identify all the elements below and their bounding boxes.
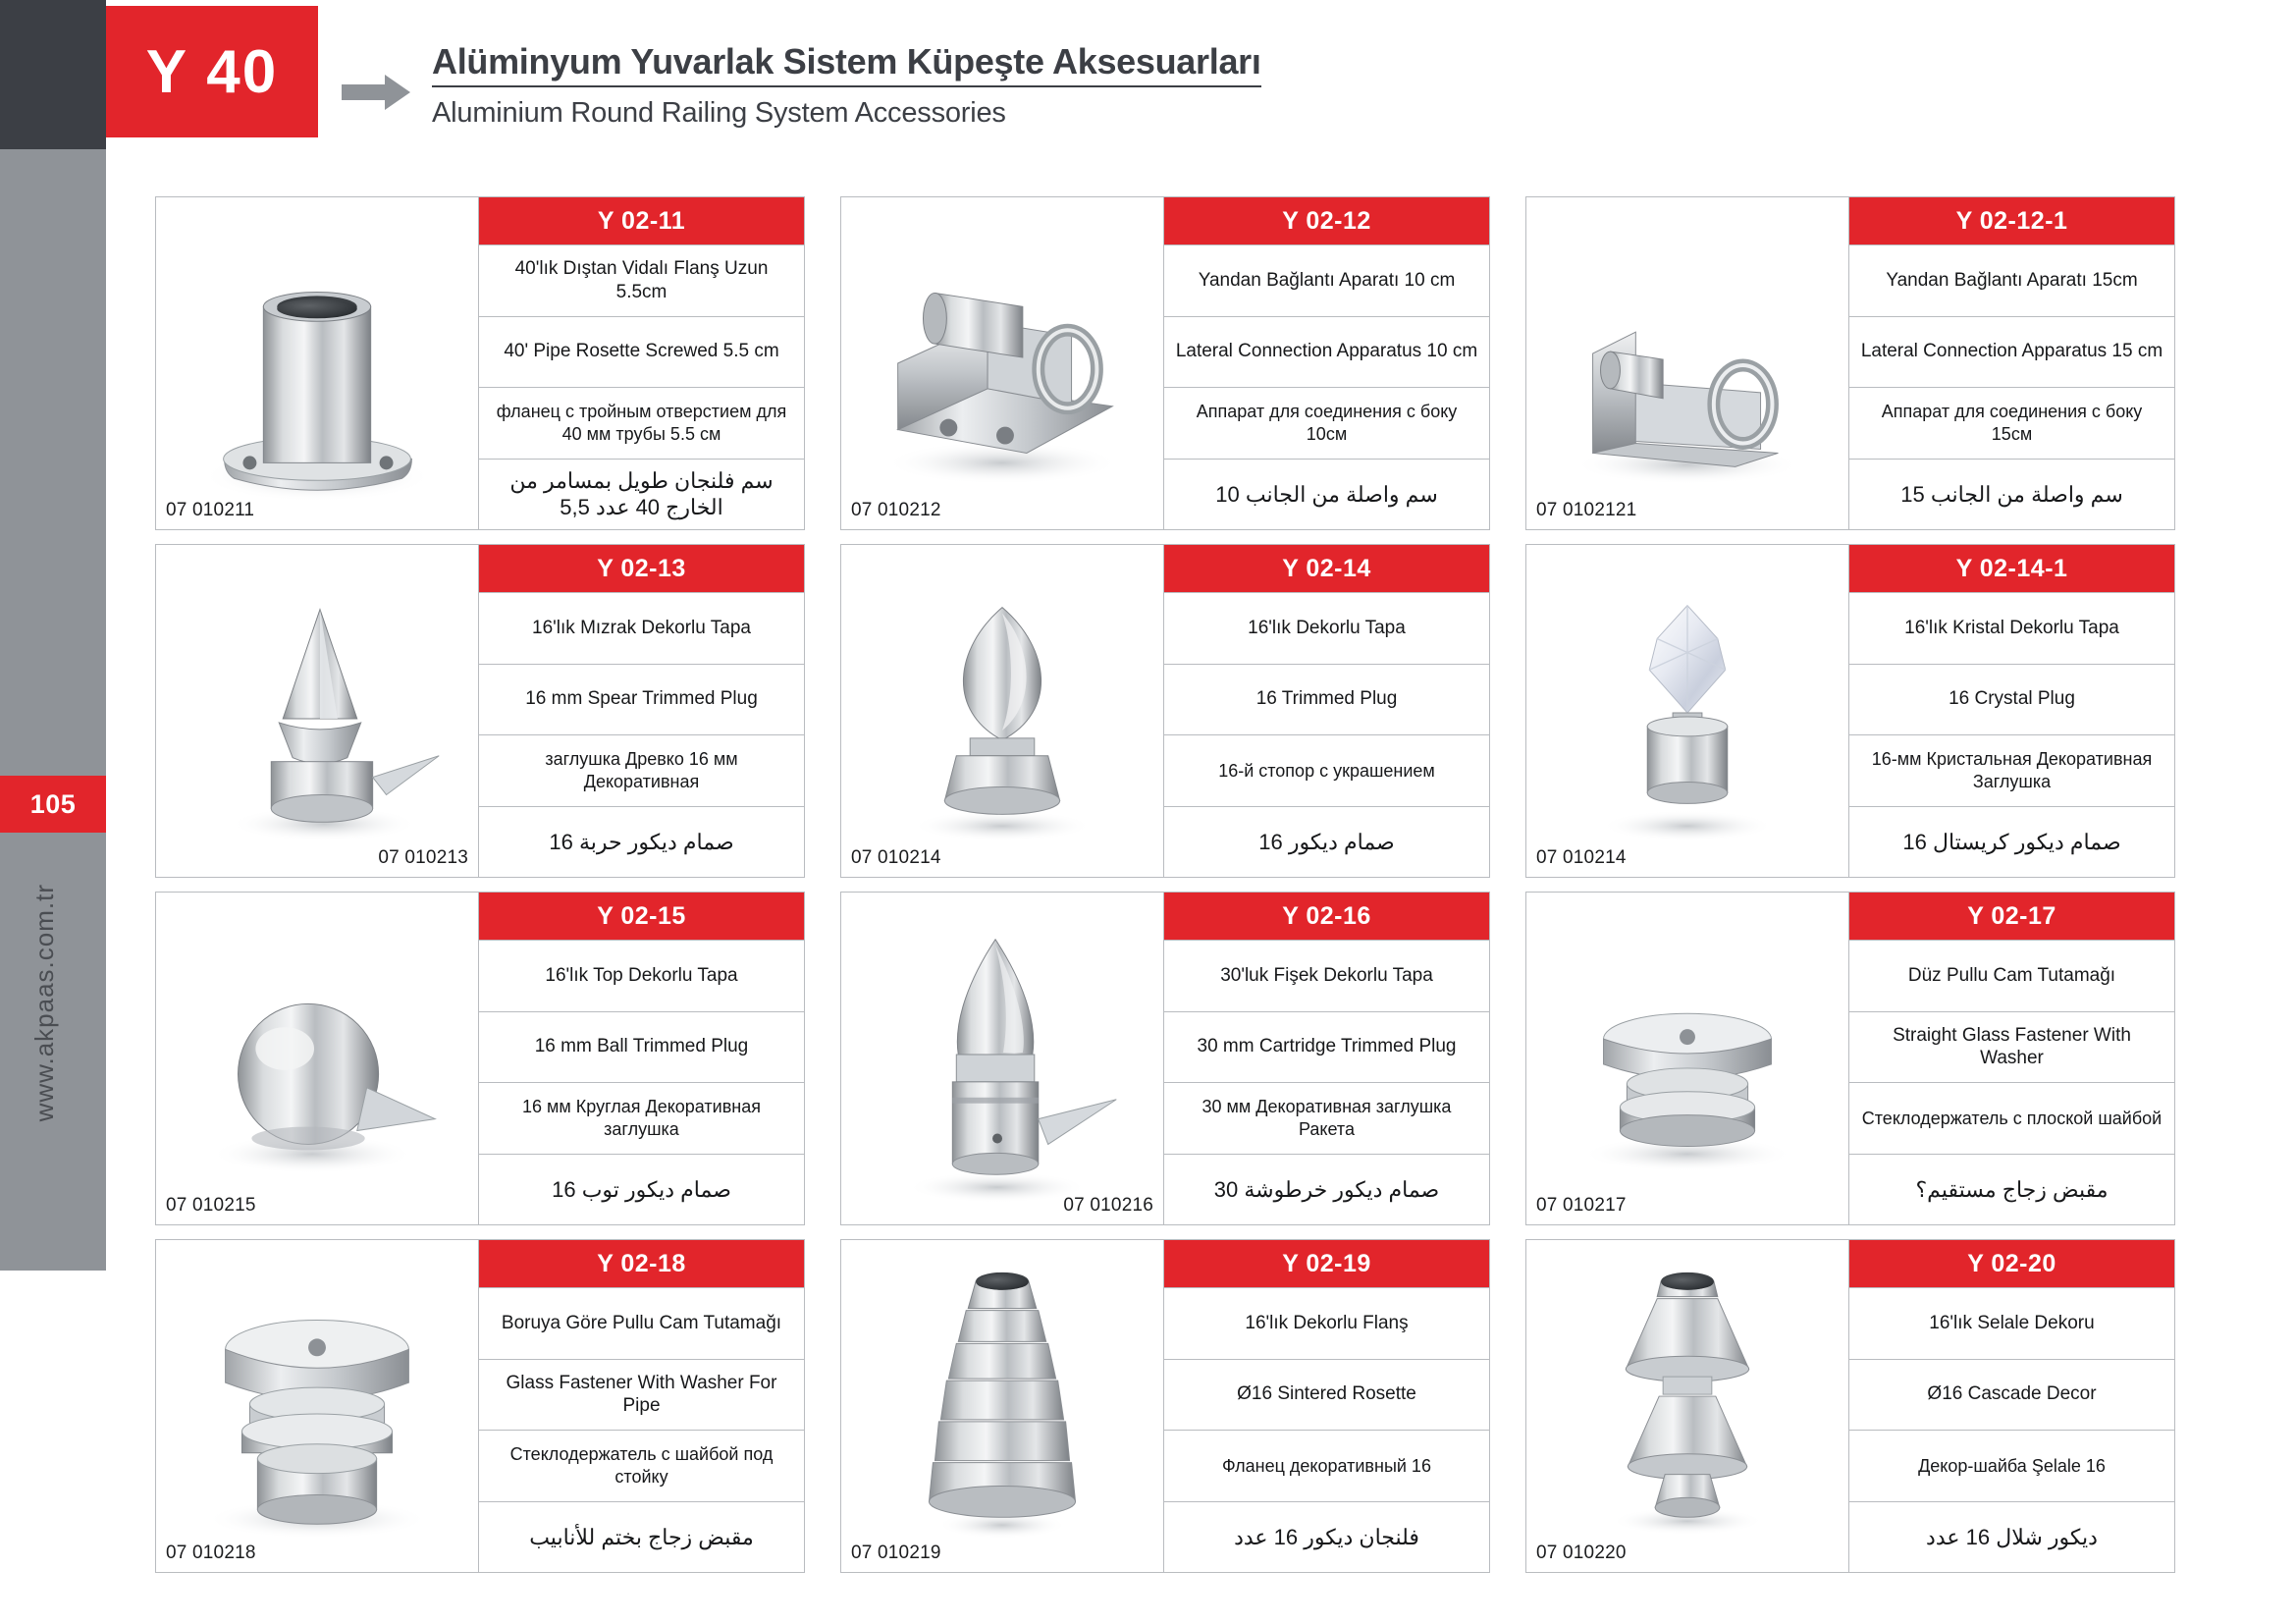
- product-spec-table: [1164, 892, 1490, 1225]
- product-spec-table: [1164, 1239, 1490, 1573]
- lateral-bracket-long-illustration: [1526, 197, 1848, 529]
- product-card: [840, 1239, 1490, 1573]
- product-name-ru: фланец с тройным отверстием для 40 мм трубы 5.5 см: [479, 387, 804, 459]
- product-card: [1525, 892, 2175, 1225]
- product-spec-table: [479, 196, 805, 530]
- product-card: [1525, 1239, 2175, 1573]
- product-image: [1525, 196, 1849, 530]
- product-code: Y 02-12-1: [1849, 197, 2174, 244]
- product-image: [840, 892, 1164, 1225]
- product-name-en: 30 mm Cartridge Trimmed Plug: [1164, 1011, 1489, 1083]
- product-part-number: 07 010215: [166, 1195, 256, 1216]
- product-name-tr: Yandan Bağlantı Aparatı 15cm: [1849, 244, 2174, 316]
- product-part-number: 07 010212: [851, 500, 941, 520]
- product-grid: [155, 196, 2177, 1573]
- product-name-tr: 16'lık Kristal Dekorlu Tapa: [1849, 592, 2174, 664]
- product-code: Y 02-14: [1164, 545, 1489, 592]
- product-card: [1525, 196, 2175, 530]
- product-part-number: 07 010218: [166, 1543, 256, 1563]
- product-image: [1525, 544, 1849, 878]
- product-image: [840, 196, 1164, 530]
- product-name-ar: فلنجان ديكور 16 عدد: [1164, 1501, 1489, 1573]
- product-name-tr: 16'lık Top Dekorlu Tapa: [479, 940, 804, 1011]
- cascade-decor-illustration: [1526, 1240, 1848, 1572]
- product-name-en: 16 mm Ball Trimmed Plug: [479, 1011, 804, 1083]
- egg-plug-illustration: [841, 545, 1163, 877]
- product-name-ar: سم واصلة من الجانب 10: [1164, 459, 1489, 530]
- product-spec-table: [1849, 892, 2175, 1225]
- product-card: [840, 892, 1490, 1225]
- product-card: [155, 196, 805, 530]
- product-name-ar: صمام ديكور 16: [1164, 806, 1489, 878]
- product-spec-table: [1164, 196, 1490, 530]
- header-titles: [432, 41, 1708, 130]
- product-code: Y 02-20: [1849, 1240, 2174, 1287]
- spine-white-block: [0, 1271, 106, 1624]
- lateral-bracket-illustration: [841, 197, 1163, 529]
- product-spec-table: [479, 1239, 805, 1573]
- product-code: Y 02-13: [479, 545, 804, 592]
- product-name-ru: 30 мм Декоративная заглушка Ракета: [1164, 1082, 1489, 1154]
- product-image: [840, 544, 1164, 878]
- product-spec-table: [479, 892, 805, 1225]
- product-image: [1525, 892, 1849, 1225]
- product-name-ru: Аппарат для соединения с боку 15см: [1849, 387, 2174, 459]
- product-name-ru: заглушка Древко 16 мм Декоративная: [479, 734, 804, 806]
- product-code: Y 02-11: [479, 197, 804, 244]
- product-image: [1525, 1239, 1849, 1573]
- product-part-number: 07 010211: [166, 500, 255, 520]
- product-spec-table: [1849, 196, 2175, 530]
- ribbed-rosette-illustration: [841, 1240, 1163, 1572]
- page-number: 105: [0, 776, 106, 833]
- product-image: [840, 1239, 1164, 1573]
- product-part-number: 07 010214: [1536, 847, 1627, 868]
- product-card: [155, 1239, 805, 1573]
- cartridge-plug-illustration: [841, 893, 1163, 1224]
- product-part-number: 07 0102121: [1536, 500, 1637, 520]
- product-name-ru: 16-мм Кристальная Декоративная Заглушка: [1849, 734, 2174, 806]
- product-name-ru: Фланец декоративный 16: [1164, 1430, 1489, 1501]
- product-name-en: Lateral Connection Apparatus 15 cm: [1849, 316, 2174, 388]
- product-part-number: 07 010219: [851, 1543, 941, 1563]
- product-name-tr: Boruya Göre Pullu Cam Tutamağı: [479, 1287, 804, 1359]
- product-code: Y 02-18: [479, 1240, 804, 1287]
- product-name-ar: صمام ديكور كريستال 16: [1849, 806, 2174, 878]
- spine-dark-block: [0, 0, 106, 149]
- product-name-ru: 16 мм Круглая Декоративная заглушка: [479, 1082, 804, 1154]
- product-part-number: 07 010220: [1536, 1543, 1627, 1563]
- crystal-plug-illustration: [1526, 545, 1848, 877]
- product-code: Y 02-14-1: [1849, 545, 2174, 592]
- product-part-number: 07 010217: [1536, 1195, 1627, 1216]
- product-spec-table: [1164, 544, 1490, 878]
- product-part-number: 07 010213: [378, 847, 468, 868]
- product-name-ar: سم واصلة من الجانب 15: [1849, 459, 2174, 530]
- product-name-tr: 16'lık Selale Dekoru: [1849, 1287, 2174, 1359]
- product-spec-table: [479, 544, 805, 878]
- product-name-tr: Düz Pullu Cam Tutamağı: [1849, 940, 2174, 1011]
- product-name-ru: Стеклодержатель с шайбой под стойку: [479, 1430, 804, 1501]
- product-name-tr: Yandan Bağlantı Aparatı 10 cm: [1164, 244, 1489, 316]
- product-card: [155, 544, 805, 878]
- product-part-number: 07 010214: [851, 847, 941, 868]
- series-code-badge: Y 40: [106, 6, 318, 137]
- page-title: Alüminyum Yuvarlak Sistem Küpeşte Aksesuarları: [432, 41, 1261, 87]
- product-name-ar: صمام ديكور حربة 16: [479, 806, 804, 878]
- product-part-number: 07 010216: [1063, 1195, 1153, 1216]
- product-code: Y 02-15: [479, 893, 804, 940]
- product-name-ar: ديكور شلال 16 عدد: [1849, 1501, 2174, 1573]
- product-image: [155, 544, 479, 878]
- product-name-en: 16 mm Spear Trimmed Plug: [479, 664, 804, 735]
- product-name-ru: Аппарат для соединения с боку 10см: [1164, 387, 1489, 459]
- product-name-ar: مقبض زجاج بختم للأنابيب: [479, 1501, 804, 1573]
- product-spec-table: [1849, 1239, 2175, 1573]
- product-name-ar: مقبض زجاج مستقيم؟: [1849, 1154, 2174, 1225]
- product-code: Y 02-16: [1164, 893, 1489, 940]
- product-name-tr: 40'lık Dıştan Vidalı Flanş Uzun 5.5cm: [479, 244, 804, 316]
- product-name-tr: 30'luk Fişek Dekorlu Tapa: [1164, 940, 1489, 1011]
- product-name-en: 16 Trimmed Plug: [1164, 664, 1489, 735]
- product-card: [840, 544, 1490, 878]
- product-image: [155, 196, 479, 530]
- page-subtitle: Aluminium Round Railing System Accessories: [432, 97, 1006, 129]
- product-name-tr: 16'lık Dekorlu Tapa: [1164, 592, 1489, 664]
- product-card: [1525, 544, 2175, 878]
- glass-fastener-pipe-illustration: [156, 1240, 478, 1572]
- product-name-ar: صمام ديكور توب 16: [479, 1154, 804, 1225]
- product-name-ru: Декор-шайба Şelale 16: [1849, 1430, 2174, 1501]
- product-image: [155, 892, 479, 1225]
- product-name-ar: سم فلنجان طويل بمسامر من الخارج 40 عدد 5,5: [479, 459, 804, 530]
- glass-fastener-illustration: [1526, 893, 1848, 1224]
- product-name-ar: صمام ديكور خرطوشة 30: [1164, 1154, 1489, 1225]
- product-code: Y 02-12: [1164, 197, 1489, 244]
- arrow-right-icon: [342, 71, 412, 114]
- ball-plug-illustration: [156, 893, 478, 1224]
- product-name-tr: 16'lık Mızrak Dekorlu Tapa: [479, 592, 804, 664]
- product-name-en: Ø16 Cascade Decor: [1849, 1359, 2174, 1431]
- product-image: [155, 1239, 479, 1573]
- product-name-tr: 16'lık Dekorlu Flanş: [1164, 1287, 1489, 1359]
- product-name-en: Straight Glass Fastener With Washer: [1849, 1011, 2174, 1083]
- website-url: www.akpaas.com.tr: [29, 884, 59, 1122]
- product-spec-table: [1849, 544, 2175, 878]
- product-name-en: 16 Crystal Plug: [1849, 664, 2174, 735]
- product-card: [155, 892, 805, 1225]
- product-name-en: Glass Fastener With Washer For Pipe: [479, 1359, 804, 1431]
- flange-tube-illustration: [156, 197, 478, 529]
- product-name-en: 40' Pipe Rosette Screwed 5.5 cm: [479, 316, 804, 388]
- product-name-ru: Стеклодержатель с плоской шайбой: [1849, 1082, 2174, 1154]
- product-code: Y 02-17: [1849, 893, 2174, 940]
- product-name-ru: 16-й стопор с украшением: [1164, 734, 1489, 806]
- product-name-en: Lateral Connection Apparatus 10 cm: [1164, 316, 1489, 388]
- product-code: Y 02-19: [1164, 1240, 1489, 1287]
- spear-plug-illustration: [156, 545, 478, 877]
- product-card: [840, 196, 1490, 530]
- product-name-en: Ø16 Sintered Rosette: [1164, 1359, 1489, 1431]
